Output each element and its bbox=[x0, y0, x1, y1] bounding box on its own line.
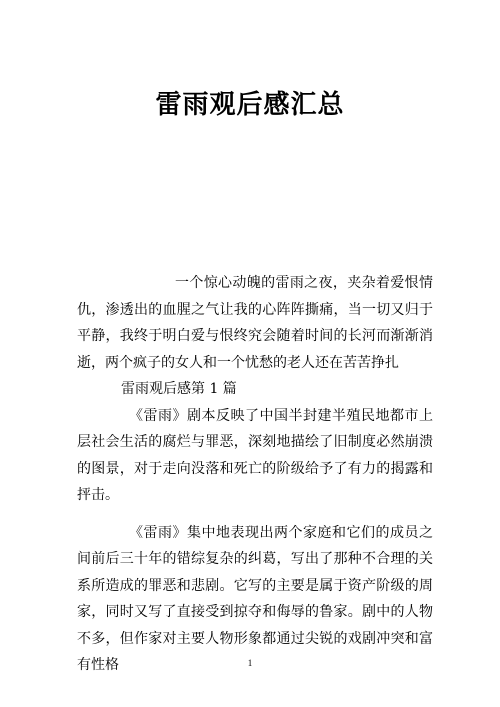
document-title: 雷雨观后感汇总 bbox=[155, 90, 345, 120]
document-body bbox=[77, 270, 433, 679]
page-number: 1 bbox=[247, 658, 253, 668]
body-paragraph-2: 《雷雨》集中地表现出两个家庭和它们的成员之间前后三十年的错综复杂的纠葛，写出了那种不合理的关系所造成的罪恶和悲剧。它写的主要是属于资产阶级的周家，同时又写了直接受到掠夺和侮辱的鲁家。剧中的人物不多，但作家对主要人物形象都通过尖锐的戏剧冲突和富有性格 bbox=[77, 524, 433, 673]
intro-paragraph: 一个惊心动魄的雷雨之夜，夹杂着爱恨情仇，渗透出的血腥之气让我的心阵阵撕痛，当一切又归于平静，我终于明白爱与恨终究会随着时间的长河而渐渐消逝，两个疯子的女人和一个忧愁的老人还在苦苦挣扎 bbox=[77, 275, 433, 371]
section-heading: 雷雨观后感第 1 篇 bbox=[121, 381, 237, 397]
body-paragraph-1: 《雷雨》剧本反映了中国半封建半殖民地都市上层社会生活的腐烂与罪恶，深刻地描绘了旧制度必然崩溃的图景，对于走向没落和死亡的阶级给予了有力的揭露和抨击。 bbox=[77, 407, 433, 503]
paragraph-spacer bbox=[77, 509, 433, 520]
